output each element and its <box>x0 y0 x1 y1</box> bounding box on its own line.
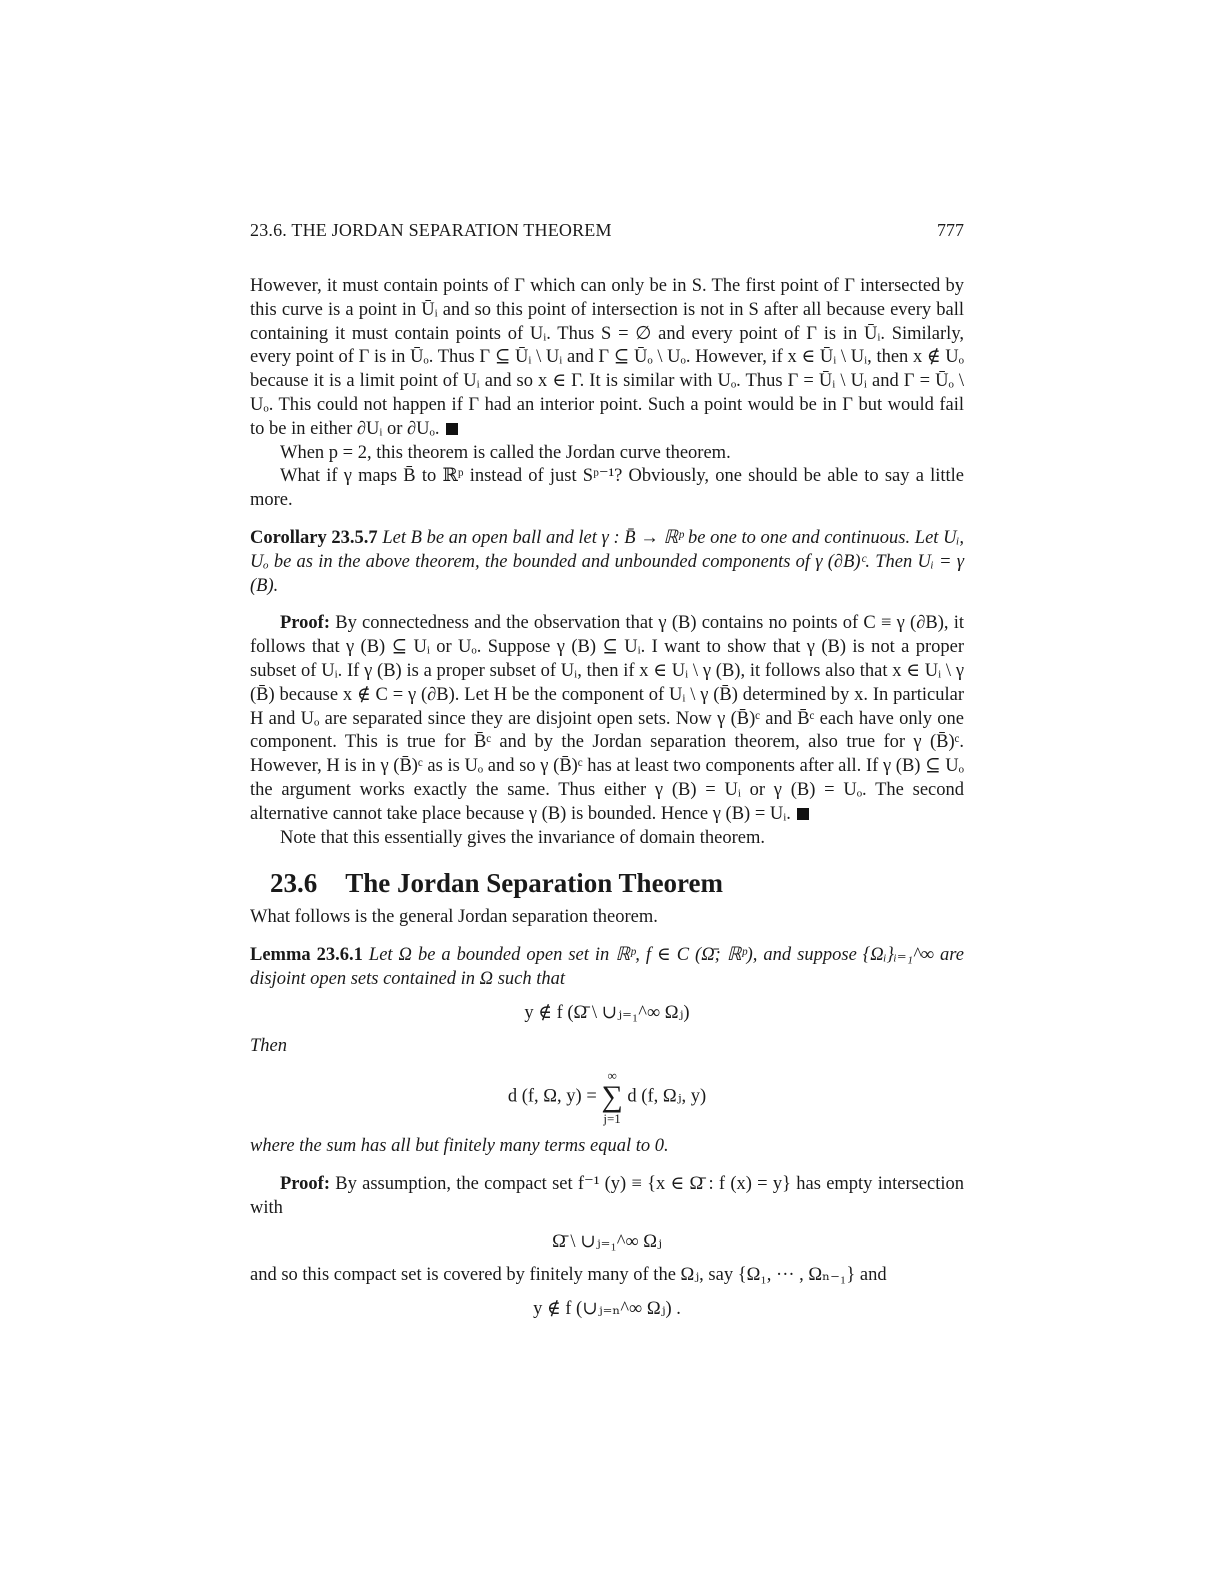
header-section-title: 23.6. THE JORDAN SEPARATION THEOREM <box>250 220 612 240</box>
proof-text: By assumption, the compact set f⁻¹ (y) ≡ {x ∈ Ω̄ : f (x) = y} has empty intersection with <box>250 1173 965 1218</box>
sigma-icon: ∑ <box>601 1080 623 1114</box>
lemma <box>250 944 964 992</box>
proof-text: By connectedness and the observation that γ (B) contains no points of C ≡ γ (∂B), it follows that γ (B) ⊆ Uᵢ or Uₒ. Suppose γ (B) ⊆ Uᵢ. I want to show that γ (B) is not a proper subset of Uᵢ. If γ (B) is a proper subset of Uᵢ, then if x ∈ Uᵢ \ γ (B), it follows also that x ∈ Uᵢ \ γ (B̄) because x ∉ C = γ (∂B). Let H be the component of Uᵢ \ γ (B̄) determined by x. In particular H and Uₒ are separated since they are disjoint open sets. Now γ (B̄)ᶜ and B̄ᶜ each have only one component. This is true for B̄ᶜ and by the Jordan separation theorem, also true for γ (B̄)ᶜ. However, H is in γ (B̄)ᶜ as is Uₒ and so γ (B̄)ᶜ has at least two components after all. If γ (B) ⊆ Uₒ the argument works exactly the same. Thus either γ (B) = Uᵢ or γ (B) = Uₒ. The second alternative cannot take place because γ (B) is bounded. Hence γ (B) = Uᵢ. <box>250 613 964 824</box>
paragraph-invariance: Note that this essentially gives the invariance of domain theorem. <box>280 827 765 848</box>
proof-display-condition: y ∉ f (∪ⱼ₌ₙ^∞ Ωⱼ) . <box>533 1299 681 1320</box>
paragraph-question: What if γ maps B̄ to ℝᵖ instead of just Sᵖ⁻¹? Obviously, one should be able to say a little more. <box>250 466 964 511</box>
paragraph-intro: What follows is the general Jordan separation theorem. <box>250 907 658 928</box>
paragraph-jordan-curve: When p = 2, this theorem is called the Jordan curve theorem. <box>280 442 731 463</box>
section-heading <box>270 868 964 899</box>
running-header <box>250 220 964 241</box>
lemma-tail-line <box>250 1135 964 1159</box>
corollary-statement: Let B be an open ball and let γ : B̄ → ℝᵖ be one to one and continuous. Let Uᵢ, Uₒ be as in the above theorem, the bounded and unbounded components of γ (∂B)ᶜ. Then Uᵢ = γ (B). <box>250 527 965 596</box>
page-body <box>250 275 964 1332</box>
lemma-tail: where the sum has all but finitely many terms equal to 0. <box>250 1136 669 1157</box>
lemma-display-condition: y ∉ f (Ω̄ \ ∪ⱼ₌₁^∞ Ωⱼ) <box>524 1002 690 1023</box>
lemma-display-sum <box>250 1069 964 1125</box>
proof-text-continued: and so this compact set is covered by finitely many of the Ωⱼ, say {Ω₁, ··· , Ωₙ₋₁} and <box>250 1265 887 1286</box>
paragraph-continuation: However, it must contain points of Γ which can only be in S. The first point of Γ intersected by this curve is a point in Ūᵢ and so this point of intersection is not in S after all because every ball containing it must contain points of Uᵢ. Thus S = ∅ and every point of Γ is in Ūᵢ. Similarly, every point of Γ is in Ūₒ. Thus Γ ⊆ Ūᵢ \ Uᵢ and Γ ⊆ Ūₒ \ Uₒ. However, if x ∈ Ūᵢ \ Uᵢ, then x ∉ Uₒ because it is a limit point of Uᵢ and so x ∈ Γ. It is similar with Uₒ. Thus Γ = Ūᵢ \ Uᵢ and Γ = Ūₒ \ Uₒ. This could not happen if Γ had an interior point. Such a point would be in Γ but would fail to be in either ∂Uᵢ or ∂Uₒ. <box>250 276 964 439</box>
lemma-then: Then <box>250 1036 287 1057</box>
section-number: 23.6 <box>270 868 318 899</box>
proof-label: Proof: <box>280 1173 330 1194</box>
sum-lower-limit: j=1 <box>603 1111 621 1127</box>
proof-lemma <box>250 1173 964 1221</box>
proof-corollary <box>250 612 964 826</box>
sum-lhs: d (f, Ω, y) = <box>507 1086 597 1107</box>
lemma-then-line <box>250 1035 964 1059</box>
qed-mark <box>797 808 809 820</box>
proof-label: Proof: <box>280 613 330 634</box>
page-number: 777 <box>937 220 964 240</box>
lemma-statement: Let Ω be a bounded open set in ℝᵖ, f ∈ C (Ω̄; ℝᵖ), and suppose {Ωᵢ}ᵢ₌₁^∞ are disjoint open sets contained in Ω such that <box>250 944 965 989</box>
corollary <box>250 527 964 598</box>
sum-upper-limit: ∞ <box>607 1068 617 1084</box>
summation-symbol <box>601 1069 622 1125</box>
sum-rhs: d (f, Ωⱼ, y) <box>627 1086 707 1107</box>
section-title: The Jordan Separation Theorem <box>345 868 724 899</box>
qed-mark <box>446 423 458 435</box>
corollary-label: Corollary 23.5.7 <box>250 527 378 548</box>
lemma-label: Lemma 23.6.1 <box>250 944 363 965</box>
proof-display-set: Ω̄ \ ∪ⱼ₌₁^∞ Ωⱼ <box>552 1231 662 1252</box>
